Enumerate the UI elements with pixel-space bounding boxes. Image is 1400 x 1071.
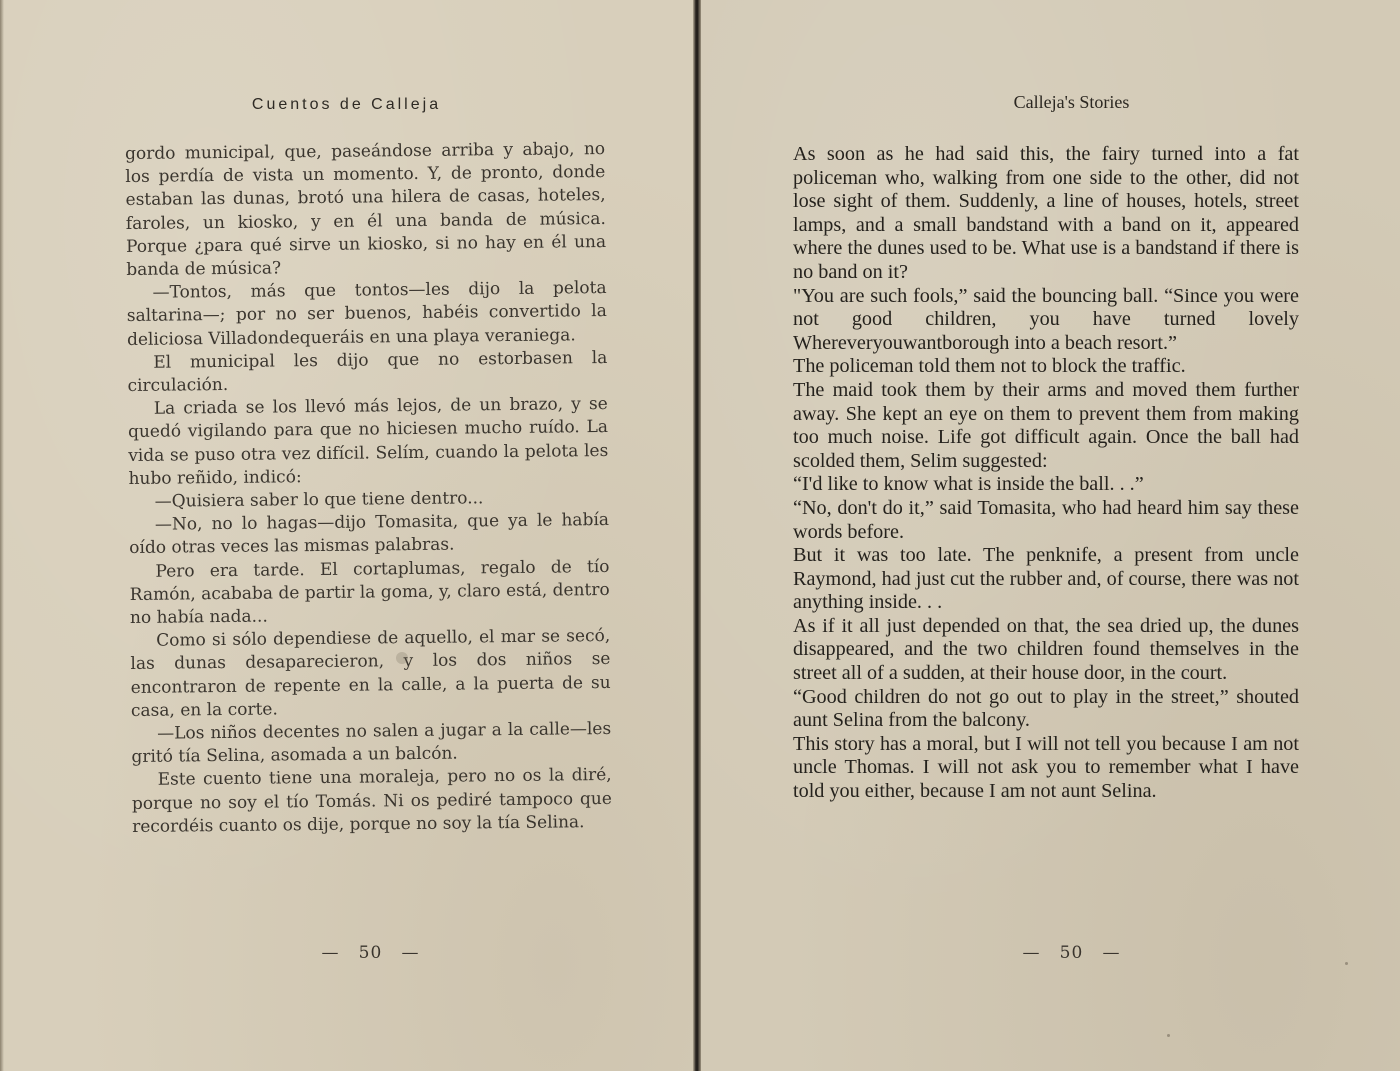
paragraph: “Good children do not go out to play in the street,” shouted aunt Selina from the balcony. — [793, 685, 1299, 732]
paragraph: This story has a moral, but I will not tell you because I am not uncle Thomas. I will not ask you to remember what I have told you either, because I am not aunt Selina. — [793, 732, 1299, 803]
paragraph: The policeman told them not to block the traffic. — [793, 355, 1186, 378]
paragraph: As if it all just depended on that, the sea dried up, the dunes disappeared, and the two children found themselves in the street all of a sudden, at their house door, in the court. — [793, 614, 1299, 685]
paper-speck — [396, 652, 408, 664]
book-gutter — [693, 0, 701, 1071]
paragraph: “No, don't do it,” said Tomasita, who had heard him say these words before. — [793, 496, 1299, 543]
paragraph: Pero era tarde. El cortaplumas, regalo de tío Ramón, acababa de partir la goma, y, claro está, dentro no había nada... — [129, 556, 610, 629]
paragraph: Este cuento tiene una moraleja, pero no os la diré, porque no soy el tío Tomás. Ni os pediré tampoco que recordéis cuanto os dije, porque no soy la tía Selina. — [131, 765, 612, 837]
paragraph: La criada se los llevó más lejos, de un brazo, y se quedó vigilando para que no hiciesen mucho ruído. La vida se puso otra vez difícil. Selím, cuando la pelota les hubo reñido, indicó: — [127, 394, 609, 489]
paragraph: —No, no lo hagas—dijo Tomasita, que ya le había oído otras veces las mismas palabras. — [129, 510, 610, 559]
paragraph: “I'd like to know what is inside the ball. . .” — [793, 473, 1144, 496]
paragraph: El municipal les dijo que no estorbasen la circulación. — [127, 347, 608, 397]
left-body-text — [125, 138, 612, 839]
paper-speck — [1345, 962, 1348, 965]
paper-speck — [1167, 1034, 1170, 1037]
paragraph: Como si sólo dependiese de aquello, el mar se secó, las dunas desaparecieron, y los dos niños se encontraron de repente en la calle, a la puerta de su casa, en la corte. — [130, 626, 611, 721]
page-number-left: — 50 — — [321, 943, 420, 963]
paragraph: The maid took them by their arms and moved them further away. She kept an eye on them to prevent them from making too much noise. Life got difficult again. Once the ball had scolded them, Selim suggested: — [793, 378, 1299, 472]
paragraph: As soon as he had said this, the fairy turned into a fat policeman who, walking from one side to the other, did not lose sight of them. Suddenly, a line of houses, hotels, street lamps, and a small bandstand with a band on it, appeared where the dunes used to be. What use is a bandstand if there is no band on it? — [793, 143, 1299, 283]
paragraph: gordo municipal, que, paseándose arriba y abajo, no los perdía de vista un momento. Y, de pronto, donde estaban las dunas, brotó una hilera de casas, hoteles, faroles, un kiosko, y en él una banda de música. Porque ¿para qué sirve un kiosko, si no hay en él una banda de música? — [125, 138, 607, 281]
running-head-right: Calleja's Stories — [1013, 92, 1130, 112]
right-body-text — [793, 143, 1299, 804]
right-page-english — [701, 0, 1400, 1071]
running-head-left: Cuentos de Calleja — [251, 96, 442, 113]
paragraph: —Los niños decentes no salen a jugar a la calle—les gritó tía Selina, asomada a un balcón. — [131, 719, 612, 768]
paragraph: —Tontos, más que tontos—les dijo la pelota saltarina—; por no ser buenos, habéis convertido la deliciosa Villadondequeráis en una playa veraniega. — [126, 278, 607, 350]
paragraph: But it was too late. The penknife, a present from uncle Raymond, had just cut the rubber and, of course, there was not anything inside. . . — [793, 544, 1299, 614]
page-edge-shadow — [0, 0, 4, 1071]
paragraph: "You are such fools,” said the bouncing ball. “Since you were not good children, you have turned lovely Whereveryouwantborough into a beach resort.” — [793, 284, 1299, 354]
page-number-right: — 50 — — [1022, 943, 1121, 963]
left-page-spanish — [0, 0, 693, 1071]
paragraph: —Quisiera saber lo que tiene dentro... — [154, 488, 484, 512]
